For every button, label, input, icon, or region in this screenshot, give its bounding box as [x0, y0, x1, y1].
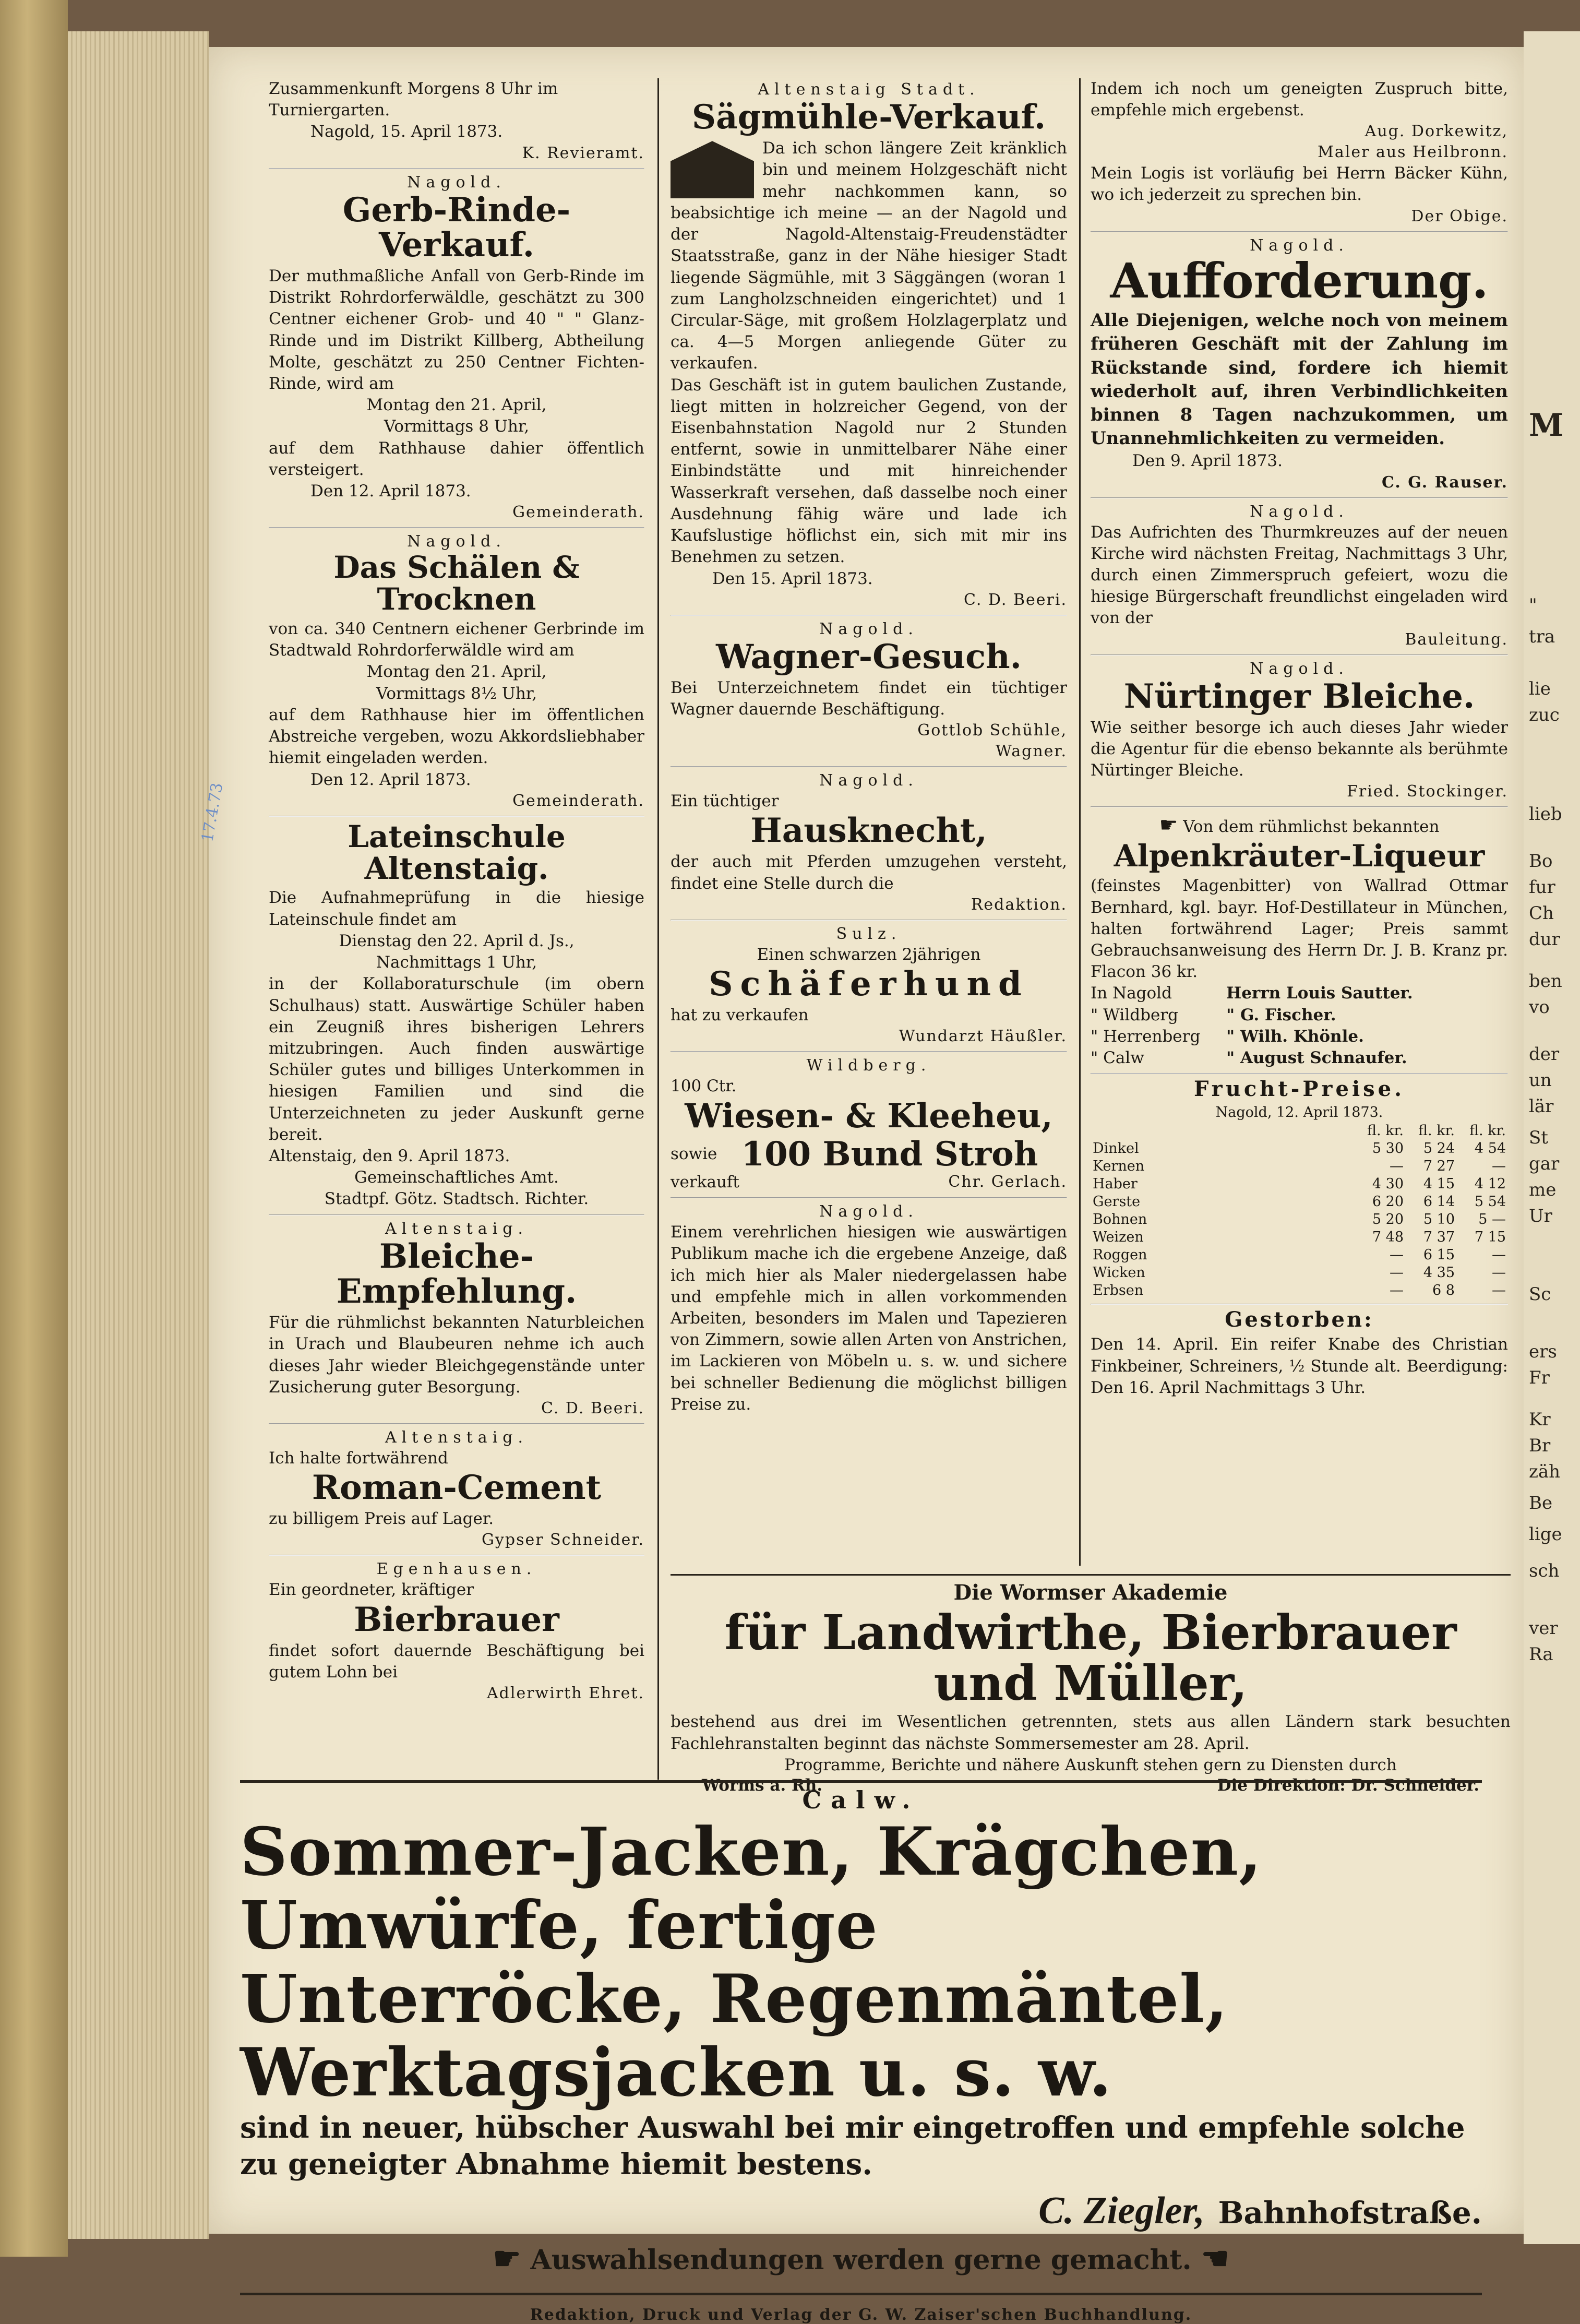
table-cell: 7 15 — [1474, 1229, 1506, 1246]
divider — [1091, 1304, 1508, 1305]
ad-body: Wie seither besorge ich auch dieses Jahr wieder die Agentur für die ebenso bekannte als berühmte Nürtinger Bleiche. — [1091, 718, 1508, 780]
ad-place: Sulz. — [836, 924, 902, 943]
fragment: lär — [1529, 1096, 1554, 1117]
ad-body: sind in neuer, hübscher Auswahl bei mir eingetroffen und empfehle solche zu geneigter Abnahme hiemit bestens. — [240, 2111, 1465, 2182]
ad-place: Nagold. — [1250, 502, 1349, 521]
ad-body: von ca. 340 Centnern eichener Gerbrinde im Stadtwald Rohrdorferwäldle wird am — [269, 619, 644, 660]
table-row — [1091, 1211, 1508, 1229]
ad-date: Den 15. April 1873. — [712, 569, 873, 588]
table-header-cell: fl. kr. — [1367, 1123, 1404, 1139]
ad-title: Lateinschule Altenstaig. — [348, 818, 566, 886]
ad-title: für Landwirthe, Bierbrauer und Müller, — [724, 1604, 1457, 1711]
ad-gerb-rinde — [269, 173, 644, 523]
divider — [1091, 497, 1508, 498]
table-cell: 6 20 — [1372, 1194, 1404, 1210]
table-header-row — [1091, 1122, 1508, 1140]
divider — [1091, 231, 1508, 232]
ad-place: Nagold. — [407, 173, 506, 192]
ad-wagner-gesuch — [671, 620, 1067, 762]
ad-body: in der Kollaboraturschule (im obern Schulhaus) statt. Auswärtige Schüler haben ein Zeugniß ihres bisherigen Lehrers mitzubringen. Auch finden auswärtige Schüler gutes und billiges Unterkommen in hiesigen Familien und sind die Unterzeichneten zu jeder Auskunft gerne bereit. — [269, 974, 644, 1144]
ad-note: Auswahlsendungen werden gerne gemacht. — [530, 2244, 1192, 2277]
ad-signature: C. D. Beeri. — [963, 590, 1067, 609]
ad-signature: Redaktion. — [971, 895, 1067, 914]
fragment: fur — [1529, 877, 1555, 898]
ad-line: Zusammenkunft Morgens 8 Uhr im — [269, 79, 558, 98]
divider — [671, 1197, 1067, 1198]
divider — [269, 1423, 644, 1424]
ad-date: Nagold, 15. April 1873. — [310, 122, 503, 141]
table-row — [1091, 1246, 1508, 1264]
fragment: me — [1529, 1179, 1557, 1200]
ad-maler — [671, 1202, 1067, 1415]
ad-heu-stroh — [671, 1056, 1067, 1193]
fragment: " — [1529, 595, 1537, 616]
ad-when: Nachmittags 1 Uhr, — [376, 953, 537, 972]
table-cell: — — [1492, 1158, 1506, 1175]
table-cell: 5 30 — [1372, 1140, 1404, 1157]
ad-aufforderung — [1091, 236, 1508, 493]
ad-maler-continued — [1091, 78, 1508, 227]
fragment: Bo — [1529, 851, 1553, 872]
divider — [1091, 806, 1508, 807]
deaths-title: Gestorben: — [1225, 1307, 1374, 1332]
ad-body: Indem ich noch um geneigten Zuspruch bitte, empfehle mich ergebenst. — [1091, 79, 1508, 120]
table-cell: — — [1492, 1265, 1506, 1281]
ad-wormser-akademie — [671, 1571, 1511, 1795]
ad-body: bestehend aus drei im Wesentlichen getrennten, stets aus allen Ländern stark besuchten Fachlehranstalten beginnt das nächste Sommersemester am 28. April. — [671, 1712, 1511, 1753]
fragment: Ra — [1529, 1644, 1553, 1665]
table-cell: 6 8 — [1432, 1282, 1455, 1299]
ad-signature: C. G. Rauser. — [1381, 473, 1508, 492]
table-cell: 7 27 — [1423, 1158, 1455, 1175]
grain-prices — [1091, 1078, 1508, 1300]
agent-town: " Herrenberg — [1091, 1027, 1201, 1046]
table-cell: Haber — [1093, 1176, 1138, 1193]
ad-place: Nagold. — [1250, 236, 1349, 255]
table-row — [1091, 1158, 1508, 1175]
table-cell: 4 35 — [1423, 1265, 1455, 1281]
ad-note-row — [240, 2238, 1482, 2280]
agent-name: Herrn Louis Sautter. — [1226, 984, 1413, 1003]
ad-signature: Stadtpf. Götz. Stadtsch. Richter. — [324, 1189, 589, 1209]
column-rule — [1079, 78, 1081, 1566]
ad-headline-2: Unterröcke, Regenmäntel, Werktagsjacken u. s. w. — [240, 1960, 1229, 2112]
table-cell: 5 20 — [1372, 1211, 1404, 1228]
fragment: St — [1529, 1127, 1548, 1148]
ad-signature: Wundarzt Häußler. — [899, 1027, 1067, 1046]
pencil-mark: 17.4.73 — [198, 781, 227, 844]
table-cell: — — [1390, 1158, 1404, 1175]
divider — [671, 920, 1067, 921]
ad-thurmkreuz — [1091, 503, 1508, 650]
table-row — [1091, 1264, 1508, 1282]
ad-place: Nagold. — [819, 771, 918, 790]
ad-signature: Wagner. — [996, 742, 1067, 761]
ad-signature-name: C. Ziegler, — [1038, 2189, 1205, 2233]
ad-bleiche-empfehlung — [269, 1220, 644, 1419]
ad-place: Nagold. — [819, 1202, 918, 1221]
ad-when: Vormittags 8½ Uhr, — [376, 684, 537, 703]
column-2 — [671, 78, 1067, 1419]
table-cell: 6 14 — [1423, 1194, 1455, 1210]
ad-place: Wildberg. — [806, 1056, 931, 1075]
ad-place: Altenstaig Stadt. — [758, 80, 980, 99]
ad-signature: Der Obige. — [1411, 207, 1508, 225]
fragment: un — [1529, 1070, 1552, 1091]
ad-body: Einem verehrlichen hiesigen wie auswärtigen Publikum mache ich die ergebene Anzeige, daß ich mich hier als Maler niedergelassen habe und empfehle mich in allen vorkommenden Arbeiten, besonders im Malen und Tapezieren von Zimmern, sowie allen Arten von Anstrichen, im Lackieren von Möbeln u. s. w. und sichere bei schneller Bedienung die möglichst billigen Preise zu. — [671, 1223, 1067, 1414]
table-cell: 4 30 — [1372, 1176, 1404, 1193]
ad-body: zu billigem Preis auf Lager. — [269, 1509, 494, 1529]
ad-body: Das Geschäft ist in gutem baulichen Zustande, liegt mitten in holzreicher Gegend, von der Eisenbahnstation Nagold nur 2 Stunden entfernt, sowie in unmittelbarer Nähe einer Einbindstätte und mit hinreichender Wasserkraft versehen, daß dasselbe noch einer Ausdehnung fähig wäre und lade ich Kaufslustige höflichst ein, sich mit mir ins Benehmen zu setzen. — [671, 375, 1067, 567]
table-cell: 5 54 — [1474, 1194, 1506, 1210]
divider — [269, 168, 644, 169]
fragment: Ch — [1529, 903, 1554, 924]
prices-title: Frucht-Preise. — [1193, 1077, 1405, 1102]
fragment: M — [1529, 407, 1564, 444]
table-cell: 4 54 — [1474, 1140, 1506, 1157]
ad-body: Bei Unterzeichnetem findet ein tüchtiger Wagner dauernde Beschäftigung. — [671, 678, 1067, 719]
table-cell: Roggen — [1093, 1247, 1147, 1264]
fragment: ben — [1529, 971, 1562, 992]
ad-body: (feinstes Magenbitter) von Wallrad Ottmar Bernhard, kgl. bayr. Hof-Destillateur in München, halten fortwährend Lager; Preis sammt Gebrauchsanweisung des Herrn Dr. J. B. Kranz pr. Flacon 36 kr. — [1091, 876, 1508, 982]
table-cell: Bohnen — [1093, 1211, 1147, 1228]
ad-intro: 100 Ctr. — [671, 1077, 737, 1096]
ad-signature: K. Revieramt. — [522, 144, 644, 162]
fragment: zäh — [1529, 1461, 1561, 1482]
ad-title: Sägmühle-Verkauf. — [691, 98, 1046, 137]
prices-subtitle: Nagold, 12. April 1873. — [1215, 1104, 1383, 1121]
ad-signature: Bauleitung. — [1405, 630, 1508, 649]
table-cell: — — [1492, 1247, 1506, 1264]
fragment: lieb — [1529, 804, 1562, 825]
ad-nuertinger-bleiche — [1091, 660, 1508, 803]
table-cell: Weizen — [1093, 1229, 1144, 1246]
ad-signature: Gemeinderath. — [512, 503, 644, 522]
ad-body: Die Aufnahmeprüfung in die hiesige Lateinschule findet am — [269, 888, 644, 929]
agent-list — [1091, 983, 1508, 1069]
ad-intro: Die Wormser Akademie — [953, 1580, 1228, 1605]
fragment: Br — [1529, 1435, 1551, 1456]
ad-signature-row — [240, 2188, 1482, 2233]
ad-title: Bleiche-Empfehlung. — [336, 1236, 577, 1311]
table-cell: 7 48 — [1372, 1229, 1404, 1246]
ad-intro: Ein geordneter, kräftiger — [269, 1580, 474, 1600]
ad-place: Egenhausen. — [376, 1560, 537, 1579]
table-cell: 7 37 — [1423, 1229, 1455, 1246]
fragment: zuc — [1529, 705, 1560, 725]
ad-place: Nagold. — [1250, 659, 1349, 678]
next-page-edge — [1524, 31, 1580, 2244]
ad-body: Alle Diejenigen, welche noch von meinem früheren Geschäft mit der Zahlung im Rückstande sind, fordere ich hiemit wiederholt auf, ihren Verbindlichkeiten binnen 8 Tagen nachzukommen, um Unannehmlichkeiten zu vermeiden. — [1091, 310, 1508, 449]
ad-signature: Fried. Stockinger. — [1347, 782, 1508, 801]
column-rule — [657, 78, 659, 1780]
ad-date: Den 12. April 1873. — [310, 482, 471, 501]
fragment: gar — [1529, 1153, 1560, 1174]
fragment: lige — [1529, 1524, 1562, 1545]
ad-intro-row — [1091, 812, 1508, 839]
table-cell: Erbsen — [1093, 1282, 1144, 1299]
fragment: ers — [1529, 1341, 1557, 1362]
table-cell: 4 15 — [1423, 1176, 1455, 1193]
ad-title: Nürtinger Bleiche. — [1123, 676, 1475, 716]
divider — [1091, 1073, 1508, 1074]
ad-calw-ziegler — [240, 1777, 1482, 2324]
deaths-body: Den 14. April. Ein reifer Knabe des Christian Finkbeiner, Schreiners, ½ Stunde alt. Beerdigung: Den 16. April Nachmittags 3 Uhr. — [1091, 1335, 1508, 1397]
table-header-cell: fl. kr. — [1469, 1123, 1506, 1139]
table-header-cell: fl. kr. — [1418, 1123, 1455, 1139]
ad-body: findet sofort dauernde Beschäftigung bei gutem Lohn bei — [269, 1641, 644, 1682]
divider — [269, 1214, 644, 1215]
table-cell: Dinkel — [1093, 1140, 1139, 1157]
pointing-hand-icon: ☛ — [1159, 813, 1178, 838]
ad-signature: Gemeinschaftliches Amt. — [354, 1168, 559, 1187]
fragment: lie — [1529, 678, 1551, 699]
ad-body: Für die rühmlichst bekannten Naturbleichen in Urach und Blaubeuren nehme ich auch dieses Jahr wieder Bleichgegenstände unter Zusicherung guter Besorgung. — [269, 1313, 644, 1397]
ad-date: Altenstaig, den 9. April 1873. — [269, 1147, 510, 1166]
ad-headline-1: Sommer-Jacken, Krägchen, Umwürfe, fertige — [240, 1813, 1262, 1964]
ad-title: Roman-Cement — [312, 1468, 602, 1508]
ad-place: Altenstaig. — [385, 1428, 529, 1447]
ad-intro: Einen schwarzen 2jährigen — [757, 945, 981, 964]
ad-signature: Gottlob Schühle, — [917, 721, 1067, 740]
ad-body: Der muthmaßliche Anfall von Gerb-Rinde im Distrikt Rohrdorferwäldle, geschätzt zu 300 Centner eichener Grob- und 40 " " Glanz-Rinde und im Distrikt Killberg, Abtheilung Molte, geschätzt zu 250 Centner Fichten-Rinde, wird am — [269, 266, 644, 394]
table-cell: — — [1390, 1282, 1404, 1299]
table-cell: Gerste — [1093, 1194, 1141, 1210]
ad-lateinschule — [269, 818, 644, 1210]
divider — [671, 615, 1067, 616]
table-cell: Wicken — [1093, 1265, 1145, 1281]
ad-body: Mein Logis ist vorläufig bei Herrn Bäcker Kühn, wo ich jederzeit zu sprechen bin. — [1091, 164, 1508, 205]
table-cell: — — [1492, 1282, 1506, 1299]
ad-signature: Die Direktion: Dr. Schneider. — [1217, 1776, 1479, 1795]
table-cell: 5 24 — [1423, 1140, 1455, 1157]
divider — [269, 816, 644, 817]
ad-when: Dienstag den 22. April d. Js., — [339, 931, 574, 950]
ad-title: Wagner-Gesuch. — [716, 637, 1022, 676]
table-cell: 5 10 — [1423, 1211, 1455, 1228]
ad-date: Den 12. April 1873. — [310, 770, 471, 789]
column-1 — [269, 78, 644, 1707]
ad-sowie: sowie — [671, 1144, 717, 1163]
ad-hausknecht — [671, 771, 1067, 915]
fragment: Kr — [1529, 1409, 1551, 1430]
ad-when: Montag den 21. April, — [366, 662, 547, 682]
ad-title: Wiesen- & Kleeheu, — [685, 1096, 1053, 1136]
divider — [240, 2293, 1482, 2295]
ad-signature: C. D. Beeri. — [541, 1399, 644, 1417]
table-cell: 5 — — [1478, 1211, 1506, 1228]
table-row — [1091, 1175, 1508, 1193]
table-cell: — — [1390, 1247, 1404, 1264]
ad-body: Programme, Berichte und nähere Auskunft stehen gern zu Diensten durch — [784, 1755, 1397, 1774]
pointing-hand-icon: ☛ — [1201, 2240, 1229, 2278]
ad-bierbrauer — [269, 1560, 644, 1704]
table-cell: — — [1390, 1265, 1404, 1281]
divider — [671, 1051, 1067, 1052]
ad-date: Den 9. April 1873. — [1132, 451, 1283, 471]
ad-title: Alpenkräuter-Liqueur — [1114, 838, 1485, 874]
agent-name: " Wilh. Khönle. — [1226, 1027, 1364, 1046]
table-row — [1091, 1140, 1508, 1158]
table-row — [1091, 1282, 1508, 1300]
ad-place: Nagold. — [407, 532, 506, 551]
ad-schaeferhund — [671, 925, 1067, 1047]
ad-line: Turniergarten. — [269, 101, 390, 120]
table-cell: Kernen — [1093, 1158, 1145, 1175]
agent-town: In Nagold — [1091, 984, 1172, 1003]
ad-title: Gerb-Rinde-Verkauf. — [342, 190, 571, 265]
ad-place: Calw. — [802, 1786, 920, 1814]
ad-intro: Ein tüchtiger — [671, 792, 779, 811]
ad-title: Hausknecht, — [750, 811, 987, 851]
divider — [269, 1555, 644, 1556]
ad-title-row — [671, 1134, 1067, 1174]
fragment: Be — [1529, 1493, 1553, 1513]
ad-title: Schäferhund — [709, 964, 1029, 1004]
divider — [671, 766, 1067, 767]
ad-signature-street: Bahnhofstraße. — [1218, 2195, 1482, 2231]
divider — [269, 527, 644, 528]
ad-body: hat zu verkaufen — [671, 1006, 809, 1025]
divider — [1091, 654, 1508, 656]
ad-when: Vormittags 8 Uhr, — [384, 417, 530, 436]
book-binding — [0, 0, 68, 2257]
pointing-hand-icon: ☛ — [493, 2240, 521, 2278]
ad-signature: Gemeinderath. — [512, 791, 644, 810]
fragment: ver — [1529, 1618, 1558, 1639]
imprint: Redaktion, Druck und Verlag der G. W. Zaiser'schen Buchhandlung. — [530, 2306, 1192, 2324]
ad-body: auf dem Rathhause dahier öffentlich versteigert. — [269, 438, 644, 479]
fragment: Fr — [1529, 1367, 1550, 1388]
table-row — [1091, 1229, 1508, 1246]
ad-place: Nagold. — [819, 619, 918, 638]
ad-meeting-notice — [269, 78, 644, 164]
ad-place: Worms a. Rh. — [702, 1776, 823, 1795]
ad-signature: Gypser Schneider. — [481, 1531, 644, 1550]
table-row — [1091, 1193, 1508, 1211]
ad-footer-row — [671, 1172, 1067, 1193]
column-3 — [1091, 78, 1508, 1402]
divider — [671, 1574, 1511, 1576]
ad-title: Bierbrauer — [354, 1600, 559, 1639]
agent-name: " August Schnaufer. — [1226, 1048, 1407, 1068]
fragment: vo — [1529, 997, 1550, 1018]
ad-signature: Aug. Dorkewitz, — [1364, 122, 1508, 141]
ad-signature: Adlerwirth Ehret. — [487, 1684, 644, 1703]
ad-saegmuehle — [671, 80, 1067, 611]
fragment: sch — [1529, 1560, 1560, 1581]
ad-signature: Chr. Gerlach. — [948, 1172, 1067, 1191]
fragment: Sc — [1529, 1284, 1551, 1305]
fragment: der — [1529, 1044, 1560, 1065]
ad-roman-cement — [269, 1428, 644, 1551]
fragment: tra — [1529, 626, 1555, 647]
ad-title-2: 100 Bund Stroh — [741, 1134, 1038, 1174]
table-cell: 6 15 — [1423, 1247, 1455, 1264]
ad-signature: Maler aus Heilbronn. — [1318, 143, 1508, 162]
ad-body: auf dem Rathhause hier im öffentlichen Abstreiche vergeben, wozu Akkordsliebhaber hiemit eingeladen werden. — [269, 705, 644, 768]
ad-schaelen — [269, 532, 644, 811]
newspaper-page — [198, 47, 1524, 2324]
table-header-cell — [1091, 1122, 1355, 1140]
page-edges — [68, 31, 209, 2239]
deaths-notice — [1091, 1309, 1508, 1399]
ad-when: Montag den 21. April, — [366, 396, 547, 415]
prices-table — [1091, 1122, 1508, 1300]
agent-town: " Wildberg — [1091, 1005, 1178, 1024]
fragment: Ur — [1529, 1206, 1552, 1226]
table-cell: 4 12 — [1474, 1176, 1506, 1193]
ad-body: Das Aufrichten des Thurmkreuzes auf der neuen Kirche wird nächsten Freitag, Nachmittags 3 Uhr, durch einen Zimmerspruch gefeiert, wozu die hiesige Bürgerschaft freundlichst eingeladen wird von der — [1091, 522, 1508, 628]
ad-title: Aufforderung. — [1110, 252, 1489, 309]
ad-body: verkauft — [671, 1172, 739, 1191]
ad-intro: Ich halte fortwährend — [269, 1448, 448, 1468]
agent-town: " Calw — [1091, 1048, 1144, 1068]
ad-body: der auch mit Pferden umzugehen versteht, findet eine Stelle durch die — [671, 852, 1067, 893]
ad-body: Da ich schon längere Zeit kränklich bin und meinem Holzgeschäft nicht mehr nachkommen kann, so beabsichtige ich meine — an der Nagold und der Nagold-Altenstaig-Freudenstädter Staatsstraße, ganz in der Nähe hiesiger Stadt liegende Sägmühle, mit 3 Säggängen (woran 1 zum Langholzschneiden eingerichtet) und 1 Circular-Säge, mit großem Holzlagerplatz und ca. 4—5 Morgen anliegende Güter zu verkaufen. — [671, 139, 1067, 373]
divider — [240, 1780, 1482, 1783]
agent-name: " G. Fischer. — [1226, 1005, 1336, 1024]
ad-title: Das Schälen & Trocknen — [333, 550, 580, 617]
ad-alpenkraeuter — [1091, 812, 1508, 1069]
fragment: dur — [1529, 929, 1560, 950]
ad-intro: Von dem rühmlichst bekannten — [1183, 817, 1440, 837]
ad-place: Altenstaig. — [385, 1219, 529, 1238]
